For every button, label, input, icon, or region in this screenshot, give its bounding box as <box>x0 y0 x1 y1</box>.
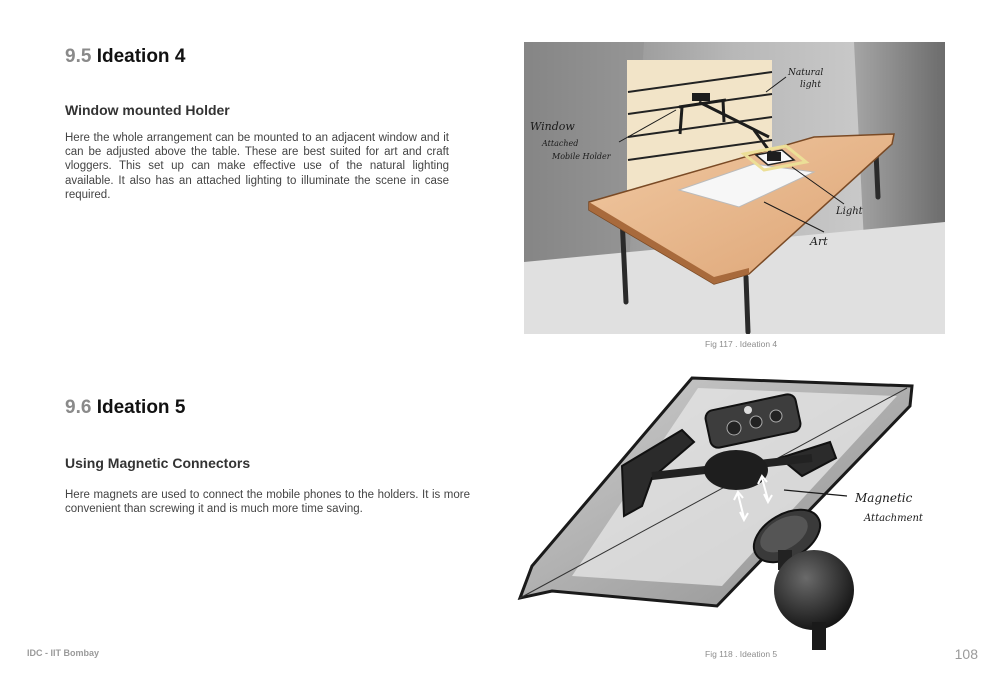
annotation-natural-light: light <box>800 80 821 90</box>
annotation-attached: Attached <box>542 139 579 148</box>
paragraph-ideation-4: Here the whole arrangement can be mounted to an adjacent window and it can be adjusted above the table. These are best suited for art and craft vloggers. This set up can make effective use of the natural lighting available. It also has an attached lighting to illuminate the scene in case required. <box>65 132 449 201</box>
figure-caption: Fig 118 . Ideation 5 <box>705 649 778 659</box>
paragraph-ideation-5: Here magnets are used to connect the mobile phones to the holders. It is more convenient than screwing it and is much more time saving. <box>65 489 470 516</box>
subheading-window-mounted-holder: Window mounted Holder <box>65 102 230 118</box>
figure-ideation-4-sketch <box>524 42 945 334</box>
section-number: 9.6 <box>65 397 92 418</box>
annotation-natural: Natural <box>788 68 824 78</box>
footer-institution: IDC - IIT Bombay <box>27 648 100 658</box>
figure-ideation-5-sketch <box>512 366 942 650</box>
magnetic-connector-illustration <box>512 366 942 650</box>
section-heading-ideation-4 <box>65 46 185 68</box>
subheading-magnetic-connectors: Using Magnetic Connectors <box>65 455 251 471</box>
annotation-art: Art <box>810 235 828 248</box>
section-title: Ideation 4 <box>96 46 186 67</box>
window-holder-illustration <box>524 42 945 334</box>
annotation-mobile-holder: Mobile Holder <box>552 152 611 161</box>
page-number: 108 <box>954 646 978 662</box>
annotation-magnetic: Magnetic <box>855 491 913 505</box>
section-heading-ideation-5 <box>65 397 185 419</box>
annotation-attachment: Attachment <box>864 513 923 524</box>
annotation-light: Light <box>836 206 863 217</box>
annotation-window: Window <box>530 120 575 133</box>
section-title: Ideation 5 <box>96 397 186 418</box>
section-number: 9.5 <box>65 46 92 67</box>
figure-caption: Fig 117 . Ideation 4 <box>705 339 778 349</box>
